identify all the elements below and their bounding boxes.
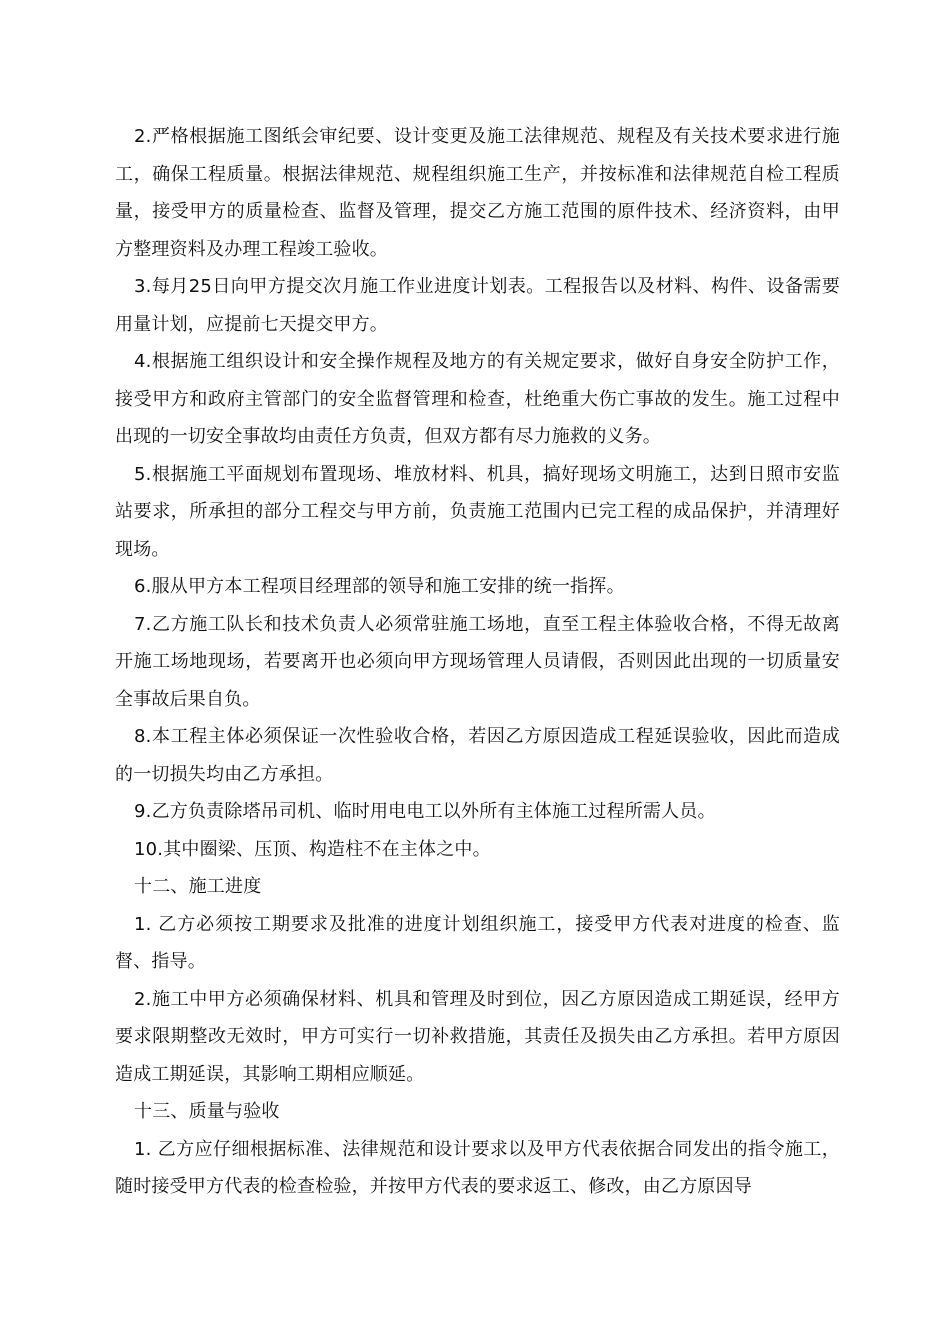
paragraph-quality-1: 1. 乙方应仔细根据标准、法律规范和设计要求以及甲方代表依据合同发出的指令施工，随时接受甲方代表的检查检验，并按甲方代表的要求返工、修改，由乙方原因导 bbox=[115, 1138, 840, 1197]
paragraph-clause-4: 4.根据施工组织设计和安全操作规程及地方的有关规定要求，做好自身安全防护工作，接受甲方和政府主管部门的安全监督管理和检查，杜绝重大伤亡事故的发生。施工过程中出现的一切安全事故均由责任方负责，但双方都有尽力施救的义务。 bbox=[115, 351, 840, 447]
paragraph-schedule-1: 1. 乙方必须按工期要求及批准的进度计划组织施工，接受甲方代表对进度的检查、监督、指导。 bbox=[115, 913, 840, 972]
section-heading-schedule: 十二、施工进度 bbox=[134, 876, 262, 897]
document-body bbox=[115, 118, 840, 1206]
paragraph-clause-9: 9.乙方负责除塔吊司机、临时用电电工以外所有主体施工过程所需人员。 bbox=[134, 801, 716, 822]
section-heading-quality: 十三、质量与验收 bbox=[134, 1101, 280, 1122]
paragraph-clause-8: 8.本工程主体必须保证一次性验收合格，若因乙方原因造成工程延误验收，因此而造成的一切损失均由乙方承担。 bbox=[115, 726, 840, 785]
paragraph-clause-6: 6.服从甲方本工程项目经理部的领导和施工安排的统一指挥。 bbox=[134, 576, 625, 597]
paragraph-clause-2: 2.严格根据施工图纸会审纪要、设计变更及施工法律规范、规程及有关技术要求进行施工，确保工程质量。根据法律规范、规程组织施工生产，并按标准和法律规范自检工程质量，接受甲方的质量检查、监督及管理，提交乙方施工范围的原件技术、经济资料，由甲方整理资料及办理工程竣工验收。 bbox=[115, 126, 840, 260]
paragraph-clause-3: 3.每月25日向甲方提交次月施工作业进度计划表。工程报告以及材料、构件、设备需要用量计划，应提前七天提交甲方。 bbox=[115, 276, 840, 335]
paragraph-clause-7: 7.乙方施工队长和技术负责人必须常驻施工场地，直至工程主体验收合格，不得无故离开施工场地现场，若要离开也必须向甲方现场管理人员请假，否则因此出现的一切质量安全事故后果自负。 bbox=[115, 613, 840, 710]
paragraph-clause-5: 5.根据施工平面规划布置现场、堆放材料、机具，搞好现场文明施工，达到日照市安监站要求，所承担的部分工程交与甲方前，负责施工范围内已完工程的成品保护，并清理好现场。 bbox=[115, 463, 840, 560]
paragraph-schedule-2: 2.施工中甲方必须确保材料、机具和管理及时到位，因乙方原因造成工期延误，经甲方要求限期整改无效时，甲方可实行一切补救措施，其责任及损失由乙方承担。若甲方原因造成工期延误，其影响工期相应顺延。 bbox=[115, 988, 840, 1085]
paragraph-clause-10: 10.其中圈梁、压顶、构造柱不在主体之中。 bbox=[134, 838, 491, 860]
